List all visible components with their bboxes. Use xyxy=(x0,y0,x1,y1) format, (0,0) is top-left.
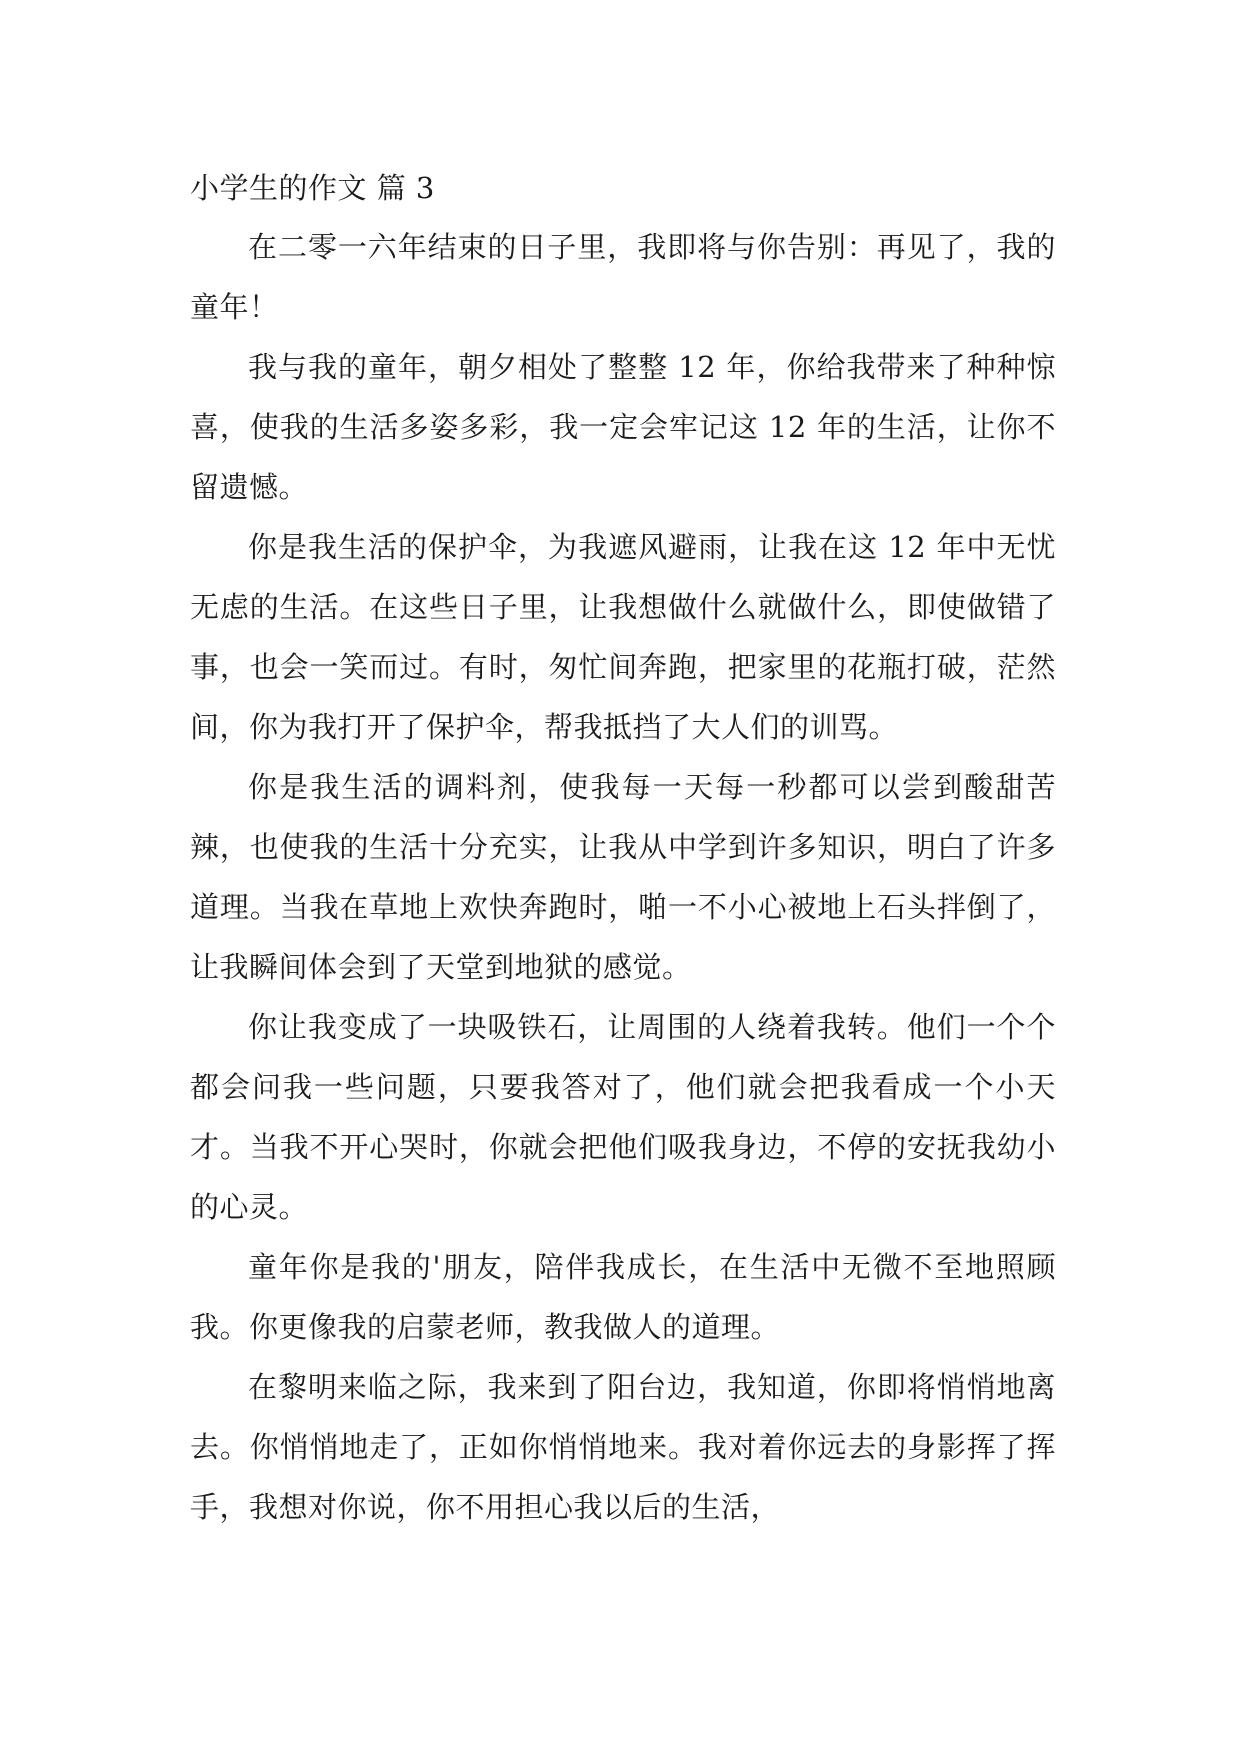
essay-body xyxy=(190,217,1056,1537)
paragraph-4: 你是我生活的调料剂，使我每一天每一秒都可以尝到酸甜苦辣，也使我的生活十分充实，让我从中学到许多知识，明白了许多道理。当我在草地上欢快奔跑时，啪一不小心被地上石头拌倒了，让我瞬间体会到了天堂到地狱的感觉。 xyxy=(190,770,1056,984)
paragraph-6: 童年你是我的'朋友，陪伴我成长，在生活中无微不至地照顾我。你更像我的启蒙老师，教我做人的道理。 xyxy=(190,1250,1056,1344)
paragraph-1: 在二零一六年结束的日子里，我即将与你告别：再见了，我的童年！ xyxy=(190,230,1056,324)
paragraph-3: 你是我生活的保护伞，为我遮风避雨，让我在这 12 年中无忧无虑的生活。在这些日子里，让我想做什么就做什么，即使做错了事，也会一笑而过。有时，匆忙间奔跑，把家里的花瓶打破，茫然间，你为我打开了保护伞，帮我抵挡了大人们的训骂。 xyxy=(190,530,1056,744)
paragraph-5: 你让我变成了一块吸铁石，让周围的人绕着我转。他们一个个都会问我一些问题，只要我答对了，他们就会把我看成一个小天才。当我不开心哭时，你就会把他们吸我身边，不停的安抚我幼小的心灵。 xyxy=(190,1010,1056,1224)
paragraph-7: 在黎明来临之际，我来到了阳台边，我知道，你即将悄悄地离去。你悄悄地走了，正如你悄悄地来。我对着你远去的身影挥了挥手，我想对你说，你不用担心我以后的生活， xyxy=(190,1370,1056,1524)
paragraph-2: 我与我的童年，朝夕相处了整整 12 年，你给我带来了种种惊喜，使我的生活多姿多彩，我一定会牢记这 12 年的生活，让你不留遗憾。 xyxy=(190,350,1056,504)
document-page xyxy=(190,160,1056,1537)
essay-title: 小学生的作文 篇 3 xyxy=(190,171,435,205)
